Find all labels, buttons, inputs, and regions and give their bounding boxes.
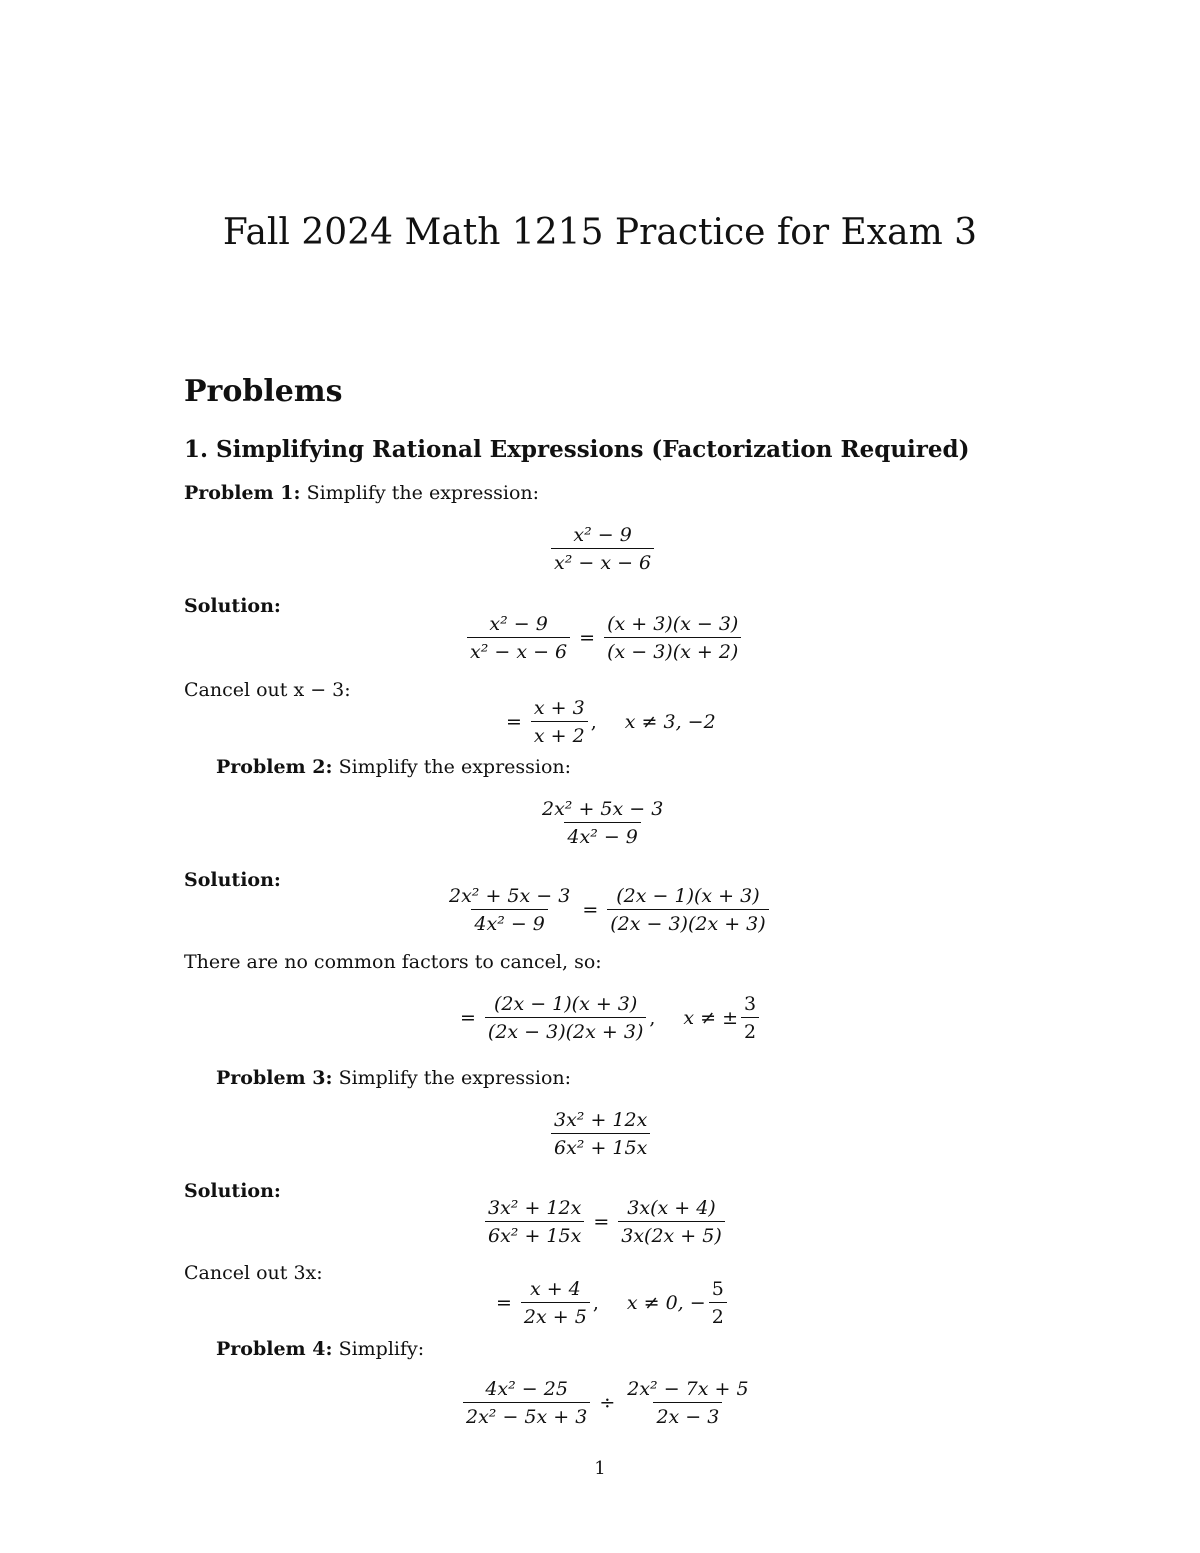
restriction: x ≠ 0, −: [626, 1292, 706, 1314]
fraction: $\frac{x + 3}{x + 2}$: [531, 697, 588, 747]
problem-1-expression: [548, 524, 657, 574]
problems-heading: Problems: [184, 374, 343, 409]
solution-1-result: = $\frac{x + 3}{x + 2}$ , x ≠ 3, −2: [506, 697, 716, 747]
problem-1-statement: [184, 482, 539, 504]
section-heading: 1. Simplifying Rational Expressions (Factorization Required): [184, 436, 970, 463]
solution-3-label: Solution:: [184, 1180, 281, 1202]
equals-sign: =: [593, 1211, 610, 1233]
solution-2-label: Solution:: [184, 869, 281, 891]
fraction: $\frac{(x + 3)(x - 3)}{(x - 3)(x + 2)}$: [604, 613, 741, 663]
fraction: $\frac{(2x - 1)(x + 3)}{(2x - 3)(2x + 3)}$: [485, 993, 646, 1043]
problem-3-statement: [216, 1067, 571, 1089]
fraction: $\frac{\text{3x² + 12x}}{\text{6x² + 15x}}$: [551, 1109, 650, 1159]
problem-4-expression: [460, 1378, 755, 1428]
fraction: $\frac{\text{x² − 9}}{\text{x² − x − 6}}$: [551, 524, 654, 574]
problem-2-expression: [536, 798, 669, 848]
problem-2-statement: [216, 756, 571, 778]
fraction: $\frac{\text{2x² + 5x − 3}}{\text{4x² − 9}}$: [542, 798, 664, 848]
problem-4-prompt: Simplify:: [338, 1338, 425, 1360]
problem-4-statement: [216, 1338, 424, 1360]
solution-3-factored: [482, 1197, 728, 1247]
divide-sign: ÷: [599, 1392, 616, 1414]
fraction: $\frac{\text{2x² − 7x + 5}}{2x - 3}$: [627, 1378, 749, 1428]
equals-sign: =: [496, 1292, 512, 1314]
equals-sign: =: [460, 1007, 476, 1029]
solution-2-result: = $\frac{(2x - 1)(x + 3)}{(2x - 3)(2x + 3)}$ , x ≠ ± $\frac{3}{2}$: [454, 993, 762, 1043]
solution-2-factored: [443, 885, 772, 935]
problem-2-label: Problem 2:: [216, 756, 333, 778]
restriction-fraction: $\frac{5}{2}$: [709, 1278, 727, 1328]
problem-1-prompt: Simplify the expression:: [306, 482, 540, 504]
solution-1-cancel-text: Cancel out x − 3:: [184, 679, 351, 701]
solution-3-cancel-text: Cancel out 3x:: [184, 1262, 323, 1284]
fraction: $\frac{(2x - 1)(x + 3)}{(2x - 3)(2x + 3)}$: [607, 885, 768, 935]
fraction: $\frac{\text{2x² + 5x − 3}}{\text{4x² − 9}}$: [449, 885, 571, 935]
restriction-fraction: $\frac{3}{2}$: [741, 993, 759, 1043]
fraction: $\frac{3x(x + 4)}{3x(2x + 5)}$: [618, 1197, 725, 1247]
fraction: $\frac{\text{x² − 9}}{\text{x² − x − 6}}$: [467, 613, 570, 663]
solution-1-label: Solution:: [184, 595, 281, 617]
solution-2-cancel-text: There are no common factors to cancel, so:: [184, 951, 602, 973]
problem-2-prompt: Simplify the expression:: [338, 756, 572, 778]
problem-1-label: Problem 1:: [184, 482, 301, 504]
problem-3-label: Problem 3:: [216, 1067, 333, 1089]
page-number: 1: [594, 1458, 606, 1479]
document-title: Fall 2024 Math 1215 Practice for Exam 3: [222, 212, 978, 253]
problem-3-expression: [548, 1109, 653, 1159]
problem-3-prompt: Simplify the expression:: [338, 1067, 572, 1089]
solution-3-result: = $\frac{x + 4}{2x + 5}$ , x ≠ 0, − $\frac{5}{2}$: [490, 1278, 730, 1328]
problem-4-label: Problem 4:: [216, 1338, 333, 1360]
restriction: x ≠ 3, −2: [624, 711, 716, 733]
fraction: $\frac{\text{3x² + 12x}}{\text{6x² + 15x}}$: [485, 1197, 584, 1247]
equals-sign: =: [506, 711, 522, 733]
restriction: x ≠ ±: [683, 1007, 739, 1029]
fraction: $\frac{\text{4x² − 25}}{\text{2x² − 5x + 3}}$: [463, 1378, 590, 1428]
fraction: $\frac{x + 4}{2x + 5}$: [521, 1278, 590, 1328]
equals-sign: =: [582, 899, 599, 921]
solution-1-factored: [464, 613, 744, 663]
equals-sign: =: [579, 627, 596, 649]
